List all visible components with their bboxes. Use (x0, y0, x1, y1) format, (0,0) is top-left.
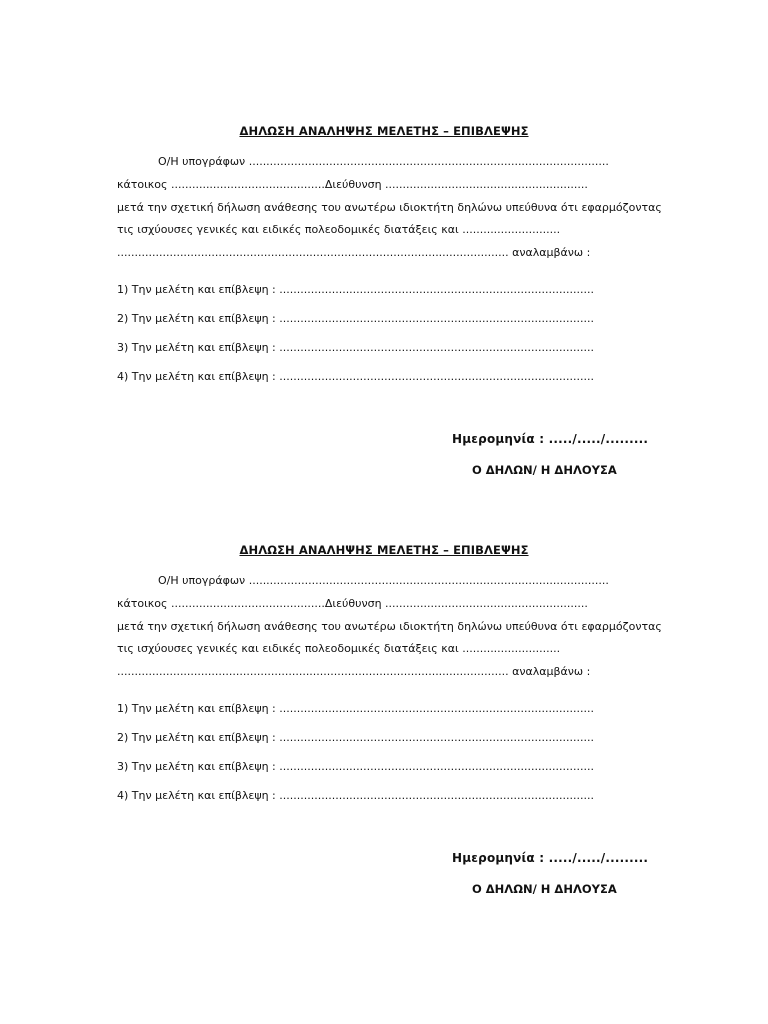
assignment-statement-line: μετά την σχετική δήλωση ανάθεσης του ανωτέρω ιδιοκτήτη δηλώνω υπεύθυνα ότι εφαρμόζοντας (117, 201, 662, 214)
declarant-signature-label: Ο ΔΗΛΩΝ/ Η ΔΗΛΟΥΣΑ (472, 882, 617, 896)
date-line: Ημερομηνία : ...../...../......... (452, 851, 649, 865)
study-supervision-item-1: 1) Την μελέτη και επίβλεψη : .......................................................................................... (117, 702, 594, 715)
signer-line: Ο/Η υπογράφων ....................................................................................................... (158, 574, 609, 587)
study-supervision-list (117, 283, 677, 399)
study-supervision-item-1: 1) Την μελέτη και επίβλεψη : .......................................................................................... (117, 283, 594, 296)
regulations-line: τις ισχύουσες γενικές και ειδικές πολεοδομικές διατάξεις και ............................ (117, 223, 561, 236)
study-supervision-item-4: 4) Την μελέτη και επίβλεψη : .......................................................................................... (117, 370, 594, 383)
declaration-form-2 (0, 419, 768, 896)
study-supervision-item-2: 2) Την μελέτη και επίβλεψη : .......................................................................................... (117, 731, 594, 744)
study-supervision-item-3: 3) Την μελέτη και επίβλεψη : .......................................................................................... (117, 341, 594, 354)
form-title: ΔΗΛΩΣΗ ΑΝΑΛΗΨΗΣ ΜΕΛΕΤΗΣ – ΕΠΙΒΛΕΨΗΣ (239, 543, 529, 557)
undertake-line: ................................................................................................................ αναλαμβάνω : (117, 246, 591, 259)
study-supervision-item-3: 3) Την μελέτη και επίβλεψη : .......................................................................................... (117, 760, 594, 773)
study-supervision-list (117, 702, 677, 818)
undertake-line: ................................................................................................................ αναλαμβάνω : (117, 665, 591, 678)
declaration-form-1 (0, 0, 768, 477)
form-title: ΔΗΛΩΣΗ ΑΝΑΛΗΨΗΣ ΜΕΛΕΤΗΣ – ΕΠΙΒΛΕΨΗΣ (239, 124, 529, 138)
study-supervision-item-2: 2) Την μελέτη και επίβλεψη : .......................................................................................... (117, 312, 594, 325)
date-line: Ημερομηνία : ...../...../......... (452, 432, 649, 446)
resident-address-line: κάτοικος ............................................Διεύθυνση .......................................................... (117, 597, 588, 610)
study-supervision-item-4: 4) Την μελέτη και επίβλεψη : .......................................................................................... (117, 789, 594, 802)
assignment-statement-line: μετά την σχετική δήλωση ανάθεσης του ανωτέρω ιδιοκτήτη δηλώνω υπεύθυνα ότι εφαρμόζοντας (117, 620, 662, 633)
resident-address-line: κάτοικος ............................................Διεύθυνση .......................................................... (117, 178, 588, 191)
declarant-signature-label: Ο ΔΗΛΩΝ/ Η ΔΗΛΟΥΣΑ (472, 463, 617, 477)
signer-line: Ο/Η υπογράφων ....................................................................................................... (158, 155, 609, 168)
regulations-line: τις ισχύουσες γενικές και ειδικές πολεοδομικές διατάξεις και ............................ (117, 642, 561, 655)
